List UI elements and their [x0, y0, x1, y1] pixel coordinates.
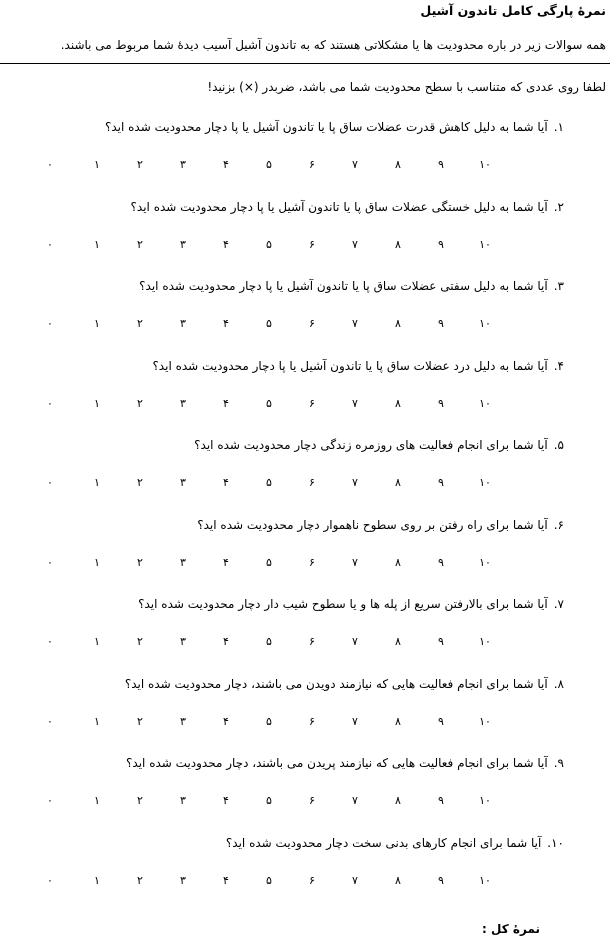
- rating-option-8[interactable]: ۸: [395, 714, 401, 728]
- rating-option-2[interactable]: ۲: [137, 635, 143, 648]
- rating-option-2[interactable]: ۲: [137, 873, 143, 887]
- rating-option-6[interactable]: ۶: [309, 794, 315, 807]
- question-2: [44, 200, 564, 214]
- rating-option-1[interactable]: ۱: [94, 873, 100, 887]
- rating-option-5[interactable]: ۵: [266, 476, 272, 489]
- rating-option-4[interactable]: ۴: [223, 714, 229, 728]
- rating-option-9[interactable]: ۹: [438, 635, 444, 648]
- question-number: ۹.: [553, 756, 564, 770]
- rating-option-10[interactable]: ۱۰: [479, 317, 491, 330]
- question-text: آیا شما به دلیل درد عضلات ساق پا یا تاندون آشیل یا پا دچار محدودیت شده اید؟: [152, 358, 548, 373]
- question-3: [44, 279, 564, 293]
- rating-option-4[interactable]: ۴: [223, 873, 229, 887]
- rating-option-3[interactable]: ۳: [180, 476, 186, 489]
- rating-option-1[interactable]: ۱: [94, 794, 100, 807]
- question-number: ۱۰.: [547, 835, 564, 850]
- rating-scale-9: [0, 794, 610, 810]
- rating-option-8[interactable]: ۸: [395, 237, 401, 251]
- rating-option-10[interactable]: ۱۰: [479, 396, 491, 410]
- rating-option-2[interactable]: ۲: [137, 396, 143, 410]
- rating-option-8[interactable]: ۸: [395, 317, 401, 330]
- question-number: ۲.: [553, 199, 564, 214]
- question-8: [44, 677, 564, 691]
- rating-option-7[interactable]: ۷: [352, 555, 358, 569]
- rating-option-5[interactable]: ۵: [266, 635, 272, 648]
- rating-option-6[interactable]: ۶: [309, 635, 315, 648]
- rating-option-1[interactable]: ۱: [94, 158, 100, 171]
- rating-option-3[interactable]: ۳: [180, 635, 186, 648]
- rating-option-7[interactable]: ۷: [352, 476, 358, 489]
- rating-option-9[interactable]: ۹: [438, 794, 444, 807]
- rating-option-10[interactable]: ۱۰: [479, 873, 491, 887]
- rating-option-8[interactable]: ۸: [395, 396, 401, 410]
- rating-option-0[interactable]: ۰: [47, 873, 53, 887]
- question-number: ۷.: [553, 597, 564, 611]
- question-text: آیا شما به دلیل خستگی عضلات ساق پا یا تاندون آشیل یا پا دچار محدودیت شده اید؟: [130, 199, 548, 214]
- intro-text: همه سوالات زیر در باره محدودیت ها یا مشکلاتی هستند که به تاندون آشیل آسیب دیدهٔ شما مربوط می باشند.: [60, 38, 606, 52]
- rating-option-9[interactable]: ۹: [438, 396, 444, 410]
- rating-option-5[interactable]: ۵: [266, 555, 272, 569]
- question-number: ۸.: [553, 676, 564, 691]
- rating-scale-2: [0, 238, 610, 254]
- question-text: آیا شما به دلیل کاهش قدرت عضلات ساق پا یا تاندون آشیل یا پا دچار محدودیت شده اید؟: [104, 120, 548, 134]
- rating-option-1[interactable]: ۱: [94, 714, 100, 728]
- rating-option-2[interactable]: ۲: [137, 555, 143, 569]
- instruction-text: لطفا روی عددی که متناسب با سطح محدودیت شما می باشد، ضربدر (×) بزنید!: [207, 80, 606, 94]
- rating-option-4[interactable]: ۴: [223, 794, 229, 807]
- rating-option-1[interactable]: ۱: [94, 635, 100, 648]
- rating-option-5[interactable]: ۵: [266, 873, 272, 887]
- rating-option-0[interactable]: ۰: [47, 317, 53, 330]
- rating-option-6[interactable]: ۶: [309, 317, 315, 330]
- rating-option-2[interactable]: ۲: [137, 317, 143, 330]
- rating-option-10[interactable]: ۱۰: [479, 714, 491, 728]
- rating-option-3[interactable]: ۳: [180, 396, 186, 410]
- rating-option-7[interactable]: ۷: [352, 396, 358, 410]
- rating-option-2[interactable]: ۲: [137, 794, 143, 807]
- question-7: [44, 597, 564, 611]
- rating-option-0[interactable]: ۰: [47, 714, 53, 728]
- question-number: ۵.: [553, 438, 564, 452]
- rating-option-9[interactable]: ۹: [438, 158, 444, 171]
- page-title: نمرهٔ پارگی کامل تاندون آشیل: [420, 3, 606, 18]
- rating-option-3[interactable]: ۳: [180, 158, 186, 171]
- rating-option-5[interactable]: ۵: [266, 158, 272, 171]
- rating-option-4[interactable]: ۴: [223, 555, 229, 569]
- rating-option-6[interactable]: ۶: [309, 555, 315, 569]
- rating-option-0[interactable]: ۰: [47, 158, 53, 171]
- rating-scale-6: [0, 556, 610, 572]
- rating-option-7[interactable]: ۷: [352, 237, 358, 251]
- rating-scale-4: [0, 397, 610, 413]
- rating-option-8[interactable]: ۸: [395, 635, 401, 648]
- rating-option-3[interactable]: ۳: [180, 555, 186, 569]
- rating-option-8[interactable]: ۸: [395, 873, 401, 887]
- rating-option-10[interactable]: ۱۰: [479, 635, 491, 648]
- rating-option-9[interactable]: ۹: [438, 714, 444, 728]
- question-text: آیا شما برای انجام فعالیت هایی که نیازمند دویدن می باشند، دچار محدودیت شده اید؟: [124, 676, 548, 691]
- rating-option-4[interactable]: ۴: [223, 396, 229, 410]
- rating-option-0[interactable]: ۰: [47, 794, 53, 807]
- rating-option-0[interactable]: ۰: [47, 635, 53, 648]
- rating-option-3[interactable]: ۳: [180, 714, 186, 728]
- rating-option-5[interactable]: ۵: [266, 237, 272, 251]
- question-10: [44, 836, 564, 850]
- rating-scale-5: [0, 476, 610, 492]
- rating-option-10[interactable]: ۱۰: [479, 794, 491, 807]
- rating-option-10[interactable]: ۱۰: [479, 476, 491, 489]
- rating-option-5[interactable]: ۵: [266, 396, 272, 410]
- rating-option-7[interactable]: ۷: [352, 317, 358, 330]
- rating-option-10[interactable]: ۱۰: [479, 158, 491, 171]
- rating-option-9[interactable]: ۹: [438, 873, 444, 887]
- rating-scale-10: [0, 874, 610, 890]
- rating-option-10[interactable]: ۱۰: [479, 237, 491, 251]
- question-4: [44, 359, 564, 373]
- rating-option-1[interactable]: ۱: [94, 476, 100, 489]
- rating-option-0[interactable]: ۰: [47, 476, 53, 489]
- question-text: آیا شما برای انجام فعالیت های روزمره زندگی دچار محدودیت شده اید؟: [194, 438, 548, 452]
- rating-option-4[interactable]: ۴: [223, 158, 229, 171]
- rating-option-7[interactable]: ۷: [352, 794, 358, 807]
- rating-scale-1: [0, 158, 610, 174]
- rating-option-6[interactable]: ۶: [309, 476, 315, 489]
- rating-option-3[interactable]: ۳: [180, 237, 186, 251]
- question-number: ۱.: [553, 120, 564, 134]
- rating-option-6[interactable]: ۶: [309, 873, 315, 887]
- rating-option-8[interactable]: ۸: [395, 476, 401, 489]
- rating-option-7[interactable]: ۷: [352, 873, 358, 887]
- rating-option-8[interactable]: ۸: [395, 158, 401, 171]
- question-number: ۶.: [553, 517, 564, 532]
- rating-option-2[interactable]: ۲: [137, 476, 143, 489]
- rating-option-4[interactable]: ۴: [223, 635, 229, 648]
- rating-scale-7: [0, 635, 610, 651]
- rating-option-6[interactable]: ۶: [309, 714, 315, 728]
- rating-option-5[interactable]: ۵: [266, 714, 272, 728]
- rating-option-0[interactable]: ۰: [47, 555, 53, 569]
- rating-option-9[interactable]: ۹: [438, 317, 444, 330]
- rating-option-0[interactable]: ۰: [47, 396, 53, 410]
- rating-option-1[interactable]: ۱: [94, 555, 100, 569]
- rating-option-10[interactable]: ۱۰: [479, 555, 491, 569]
- rating-option-5[interactable]: ۵: [266, 317, 272, 330]
- rating-option-7[interactable]: ۷: [352, 635, 358, 648]
- rating-option-3[interactable]: ۳: [180, 317, 186, 330]
- rating-scale-3: [0, 317, 610, 333]
- rating-option-1[interactable]: ۱: [94, 317, 100, 330]
- rating-option-7[interactable]: ۷: [352, 158, 358, 171]
- question-number: ۳.: [553, 279, 564, 293]
- rating-option-0[interactable]: ۰: [47, 237, 53, 251]
- question-1: [44, 120, 564, 134]
- rating-option-2[interactable]: ۲: [137, 237, 143, 251]
- rating-option-1[interactable]: ۱: [94, 237, 100, 251]
- rating-option-8[interactable]: ۸: [395, 555, 401, 569]
- rating-option-4[interactable]: ۴: [223, 317, 229, 330]
- rating-option-6[interactable]: ۶: [309, 158, 315, 171]
- question-text: آیا شما برای بالارفتن سریع از پله ها و یا سطوح شیب دار دچار محدودیت شده اید؟: [138, 597, 548, 611]
- rating-scale-8: [0, 715, 610, 731]
- rating-option-3[interactable]: ۳: [180, 873, 186, 887]
- rating-option-6[interactable]: ۶: [309, 237, 315, 251]
- question-9: [44, 756, 564, 770]
- header-divider: [0, 63, 610, 64]
- question-6: [44, 518, 564, 532]
- rating-option-4[interactable]: ۴: [223, 476, 229, 489]
- rating-option-4[interactable]: ۴: [223, 237, 229, 251]
- question-text: آیا شما برای انجام فعالیت هایی که نیازمند پریدن می باشند، دچار محدودیت شده اید؟: [126, 756, 548, 770]
- total-score-label: نمرهٔ کل :: [482, 922, 540, 936]
- rating-option-1[interactable]: ۱: [94, 396, 100, 410]
- question-number: ۴.: [553, 358, 564, 373]
- rating-option-2[interactable]: ۲: [137, 158, 143, 171]
- rating-option-8[interactable]: ۸: [395, 794, 401, 807]
- question-text: آیا شما برای راه رفتن بر روی سطوح ناهموار دچار محدودیت شده اید؟: [197, 517, 548, 532]
- rating-option-2[interactable]: ۲: [137, 714, 143, 728]
- rating-option-5[interactable]: ۵: [266, 794, 272, 807]
- question-5: [44, 438, 564, 452]
- rating-option-9[interactable]: ۹: [438, 476, 444, 489]
- rating-option-9[interactable]: ۹: [438, 237, 444, 251]
- rating-option-6[interactable]: ۶: [309, 396, 315, 410]
- question-text: آیا شما برای انجام کارهای بدنی سخت دچار محدودیت شده اید؟: [225, 835, 542, 850]
- rating-option-7[interactable]: ۷: [352, 714, 358, 728]
- rating-option-9[interactable]: ۹: [438, 555, 444, 569]
- question-text: آیا شما به دلیل سفتی عضلات ساق پا یا تاندون آشیل یا پا دچار محدودیت شده اید؟: [139, 279, 548, 293]
- rating-option-3[interactable]: ۳: [180, 794, 186, 807]
